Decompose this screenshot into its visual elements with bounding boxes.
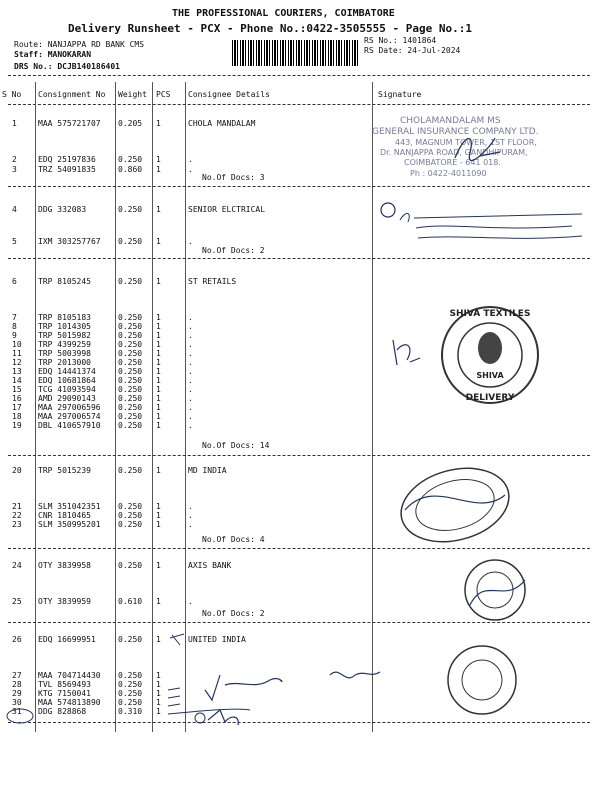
rs-date: RS Date: 24-Jul-2024 xyxy=(364,46,461,55)
row-weight: 0.250 xyxy=(118,403,143,412)
row-sno: 23 xyxy=(12,520,22,529)
row-pcs: 1 xyxy=(156,502,161,511)
row-consignment-no: TRP 2013000 xyxy=(38,358,91,367)
row-pcs: 1 xyxy=(156,358,161,367)
doc-count-group-4: No.Of Docs: 4 xyxy=(202,535,265,544)
row-weight: 0.250 xyxy=(118,349,143,358)
group-rule-2 xyxy=(8,258,590,259)
company-title: THE PROFESSIONAL COURIERS, COIMBATORE xyxy=(172,8,395,19)
row-sno: 4 xyxy=(12,205,17,214)
row-sno: 28 xyxy=(12,680,22,689)
row-weight: 0.250 xyxy=(118,155,143,164)
runsheet-subtitle: Delivery Runsheet - PCX - Phone No.:0422-3505555 - Page No.:1 xyxy=(68,22,472,35)
row-pcs: 1 xyxy=(156,412,161,421)
doc-count-group-5: No.Of Docs: 2 xyxy=(202,609,265,618)
group-rule-1 xyxy=(8,186,590,187)
row-weight: 0.250 xyxy=(118,698,143,707)
row-consignment-no: TRP 4399259 xyxy=(38,340,91,349)
row-consignment-no: TRP 1014305 xyxy=(38,322,91,331)
signature-st-retails xyxy=(385,330,425,375)
row-pcs: 1 xyxy=(156,165,161,174)
row-weight: 0.860 xyxy=(118,165,143,174)
row-consignee: . xyxy=(188,502,193,511)
row-weight: 0.250 xyxy=(118,671,143,680)
row-pcs: 1 xyxy=(156,671,161,680)
row-consignee: . xyxy=(188,421,193,430)
row-sno: 17 xyxy=(12,403,22,412)
row-consignee: . xyxy=(188,358,193,367)
row-consignment-no: DDG 332083 xyxy=(38,205,87,214)
row-sno: 6 xyxy=(12,277,17,286)
shiva-stamp-mid: SHIVA xyxy=(476,371,504,380)
row-weight: 0.205 xyxy=(118,119,143,128)
row-pcs: 1 xyxy=(156,367,161,376)
chola-stamp-line5: COIMBATORE - 641 018. xyxy=(404,158,501,167)
header-rule-top xyxy=(8,75,590,76)
row-weight: 0.250 xyxy=(118,331,143,340)
rs-number: RS No.: 1401864 xyxy=(364,36,437,45)
column-header-row xyxy=(0,90,600,100)
row-weight: 0.250 xyxy=(118,205,143,214)
row-consignment-no: MAA 704714430 xyxy=(38,671,101,680)
row-weight: 0.250 xyxy=(118,502,143,511)
row-consignment-no: EDQ 25197836 xyxy=(38,155,96,164)
row-sno: 21 xyxy=(12,502,22,511)
row-sno: 29 xyxy=(12,689,22,698)
row-pcs: 1 xyxy=(156,511,161,520)
row-sno: 19 xyxy=(12,421,22,430)
chola-stamp-line3: 443, MAGNUM TOWER, 1ST FLOOR, xyxy=(395,138,537,147)
row-sno: 5 xyxy=(12,237,17,246)
row-consignment-no: EDQ 14441374 xyxy=(38,367,96,376)
row-sno: 12 xyxy=(12,358,22,367)
row-pcs: 1 xyxy=(156,635,161,644)
row-weight: 0.250 xyxy=(118,385,143,394)
sno-31-circle xyxy=(5,708,35,724)
doc-count-group-1: No.Of Docs: 3 xyxy=(202,173,265,182)
row-weight: 0.250 xyxy=(118,376,143,385)
row-sno: 8 xyxy=(12,322,17,331)
row-sno: 30 xyxy=(12,698,22,707)
row-consignment-no: TVL 8569493 xyxy=(38,680,91,689)
row-weight: 0.250 xyxy=(118,511,143,520)
row-consignment-no: TRP 5015239 xyxy=(38,466,91,475)
row-consignee: . xyxy=(188,322,193,331)
row-weight: 0.310 xyxy=(118,707,143,716)
row-weight: 0.250 xyxy=(118,466,143,475)
row-weight: 0.250 xyxy=(118,237,143,246)
row-sno: 3 xyxy=(12,165,17,174)
row-weight: 0.250 xyxy=(118,358,143,367)
row-consignment-no: TRP 8105245 xyxy=(38,277,91,286)
row-pcs: 1 xyxy=(156,421,161,430)
row-consignment-no: TCG 41093594 xyxy=(38,385,96,394)
row-sno: 20 xyxy=(12,466,22,475)
drs-number: DRS No.: DCJB140186401 xyxy=(14,62,120,71)
route-label: Route: NANJAPPA RD BANK CMS xyxy=(14,40,145,49)
row-consignee: . xyxy=(188,394,193,403)
row-weight: 0.250 xyxy=(118,394,143,403)
row-consignment-no: TRP 8105183 xyxy=(38,313,91,322)
col-pcs: PCS xyxy=(156,90,171,99)
row-consignment-no: CNR 1810465 xyxy=(38,511,91,520)
row-consignee: . xyxy=(188,165,193,174)
row-sno: 18 xyxy=(12,412,22,421)
row-consignment-no: MAA 575721707 xyxy=(38,119,101,128)
row-consignee: . xyxy=(188,331,193,340)
row-consignee: CHOLA MANDALAM xyxy=(188,119,256,128)
col-sno: S No xyxy=(2,90,22,99)
table-row xyxy=(0,421,600,431)
row-consignee: . xyxy=(188,403,193,412)
doc-count-group-2: No.Of Docs: 2 xyxy=(202,246,265,255)
row-consignment-no: TRZ 54091835 xyxy=(38,165,96,174)
row-sno: 24 xyxy=(12,561,22,570)
row-sno: 9 xyxy=(12,331,17,340)
united-india-stamp xyxy=(430,640,540,720)
staff-label: Staff: MANOKARAN xyxy=(14,50,92,59)
chola-stamp-line4: Dr. NANJAPPA ROAD, GANDHIPURAM, xyxy=(380,148,528,157)
signature-senior-electrical xyxy=(372,192,592,252)
chola-stamp-line2: GENERAL INSURANCE COMPANY LTD. xyxy=(372,127,539,137)
barcode xyxy=(232,40,358,66)
row-weight: 0.250 xyxy=(118,520,143,529)
shiva-textiles-stamp xyxy=(430,300,550,410)
row-sno: 16 xyxy=(12,394,22,403)
row-pcs: 1 xyxy=(156,520,161,529)
shiva-stamp-top: SHIVA TEXTILES xyxy=(449,309,531,319)
row-pcs: 1 xyxy=(156,340,161,349)
row-weight: 0.250 xyxy=(118,561,143,570)
row-sno: 13 xyxy=(12,367,22,376)
chola-stamp-line6: Ph : 0422-4011090 xyxy=(410,169,487,178)
row-sno: 14 xyxy=(12,376,22,385)
row-pcs: 1 xyxy=(156,277,161,286)
row-consignee: . xyxy=(188,155,193,164)
row-consignment-no: SLM 351042351 xyxy=(38,502,101,511)
row-consignee: ST RETAILS xyxy=(188,277,237,286)
row-sno: 31 xyxy=(12,707,22,716)
row-pcs: 1 xyxy=(156,680,161,689)
row-consignment-no: AMD 29090143 xyxy=(38,394,96,403)
row-pcs: 1 xyxy=(156,155,161,164)
md-india-stamp xyxy=(395,465,515,545)
row-consignment-no: EDQ 10681864 xyxy=(38,376,96,385)
row-sno: 10 xyxy=(12,340,22,349)
row-weight: 0.250 xyxy=(118,412,143,421)
group-rule-3 xyxy=(8,455,590,456)
axis-bank-stamp xyxy=(450,555,540,625)
table-row xyxy=(0,277,600,287)
row-pcs: 1 xyxy=(156,689,161,698)
row-sno: 11 xyxy=(12,349,22,358)
row-pcs: 1 xyxy=(156,119,161,128)
row-consignment-no: DBL 410657910 xyxy=(38,421,101,430)
row-pcs: 1 xyxy=(156,349,161,358)
row-sno: 2 xyxy=(12,155,17,164)
col-signature: Signature xyxy=(378,90,422,99)
doc-count-group-3: No.Of Docs: 14 xyxy=(202,441,270,450)
row-pcs: 1 xyxy=(156,331,161,340)
row-sno: 15 xyxy=(12,385,22,394)
row-sno: 7 xyxy=(12,313,17,322)
row-consignment-no: DDG 828868 xyxy=(38,707,87,716)
row-pcs: 1 xyxy=(156,403,161,412)
row-consignment-no: OTY 3839959 xyxy=(38,597,91,606)
row-pcs: 1 xyxy=(156,385,161,394)
row-weight: 0.610 xyxy=(118,597,143,606)
row-consignment-no: TRP 5003998 xyxy=(38,349,91,358)
row-consignee: . xyxy=(188,511,193,520)
chola-stamp-line1: CHOLAMANDALAM MS xyxy=(400,116,501,126)
row-pcs: 1 xyxy=(156,707,161,716)
row-sno: 1 xyxy=(12,119,17,128)
row-consignee: . xyxy=(188,367,193,376)
row-consignee: . xyxy=(188,597,193,606)
row-consignment-no: MAA 574813890 xyxy=(38,698,101,707)
row-pcs: 1 xyxy=(156,698,161,707)
row-consignee: . xyxy=(188,313,193,322)
shiva-stamp-bottom: DELIVERY xyxy=(465,393,515,403)
group-rule-4 xyxy=(8,548,590,549)
row-sno: 27 xyxy=(12,671,22,680)
row-weight: 0.250 xyxy=(118,421,143,430)
col-details: Consignee Details xyxy=(188,90,270,99)
row-consignee: . xyxy=(188,412,193,421)
row-consignment-no: MAA 297006574 xyxy=(38,412,101,421)
row-pcs: 1 xyxy=(156,466,161,475)
row-pcs: 1 xyxy=(156,394,161,403)
row-weight: 0.250 xyxy=(118,680,143,689)
row-consignee: MD INDIA xyxy=(188,466,227,475)
row-weight: 0.250 xyxy=(118,277,143,286)
row-weight: 0.250 xyxy=(118,367,143,376)
table-row xyxy=(0,165,600,175)
row-sno: 22 xyxy=(12,511,22,520)
row-consignee: . xyxy=(188,520,193,529)
row-consignee: . xyxy=(188,376,193,385)
row-weight: 0.250 xyxy=(118,313,143,322)
signature-united-india xyxy=(160,630,440,730)
row-sno: 26 xyxy=(12,635,22,644)
row-pcs: 1 xyxy=(156,597,161,606)
row-consignee: . xyxy=(188,340,193,349)
row-pcs: 1 xyxy=(156,205,161,214)
row-weight: 0.250 xyxy=(118,322,143,331)
row-consignment-no: MAA 297006596 xyxy=(38,403,101,412)
row-weight: 0.250 xyxy=(118,689,143,698)
header-rule-bottom xyxy=(8,104,590,105)
row-consignment-no: OTY 3839958 xyxy=(38,561,91,570)
row-consignee: SENIOR ELCTRICAL xyxy=(188,205,266,214)
row-pcs: 1 xyxy=(156,322,161,331)
row-consignment-no: IXM 303257767 xyxy=(38,237,101,246)
row-pcs: 1 xyxy=(156,237,161,246)
row-consignee: UNITED INDIA xyxy=(188,635,246,644)
row-consignment-no: EDQ 16699951 xyxy=(38,635,96,644)
row-consignee: AXIS BANK xyxy=(188,561,232,570)
row-consignee: . xyxy=(188,237,193,246)
row-pcs: 1 xyxy=(156,561,161,570)
row-pcs: 1 xyxy=(156,376,161,385)
signature-chola xyxy=(450,128,510,168)
row-consignee: . xyxy=(188,349,193,358)
row-consignment-no: SLM 350995201 xyxy=(38,520,101,529)
row-weight: 0.250 xyxy=(118,635,143,644)
row-sno: 25 xyxy=(12,597,22,606)
row-consignee: . xyxy=(188,385,193,394)
col-weight: Weight xyxy=(118,90,147,99)
row-consignment-no: TRP 5015982 xyxy=(38,331,91,340)
row-consignment-no: KTG 7150041 xyxy=(38,689,91,698)
row-pcs: 1 xyxy=(156,313,161,322)
row-weight: 0.250 xyxy=(118,340,143,349)
col-consignment: Consignment No xyxy=(38,90,106,99)
